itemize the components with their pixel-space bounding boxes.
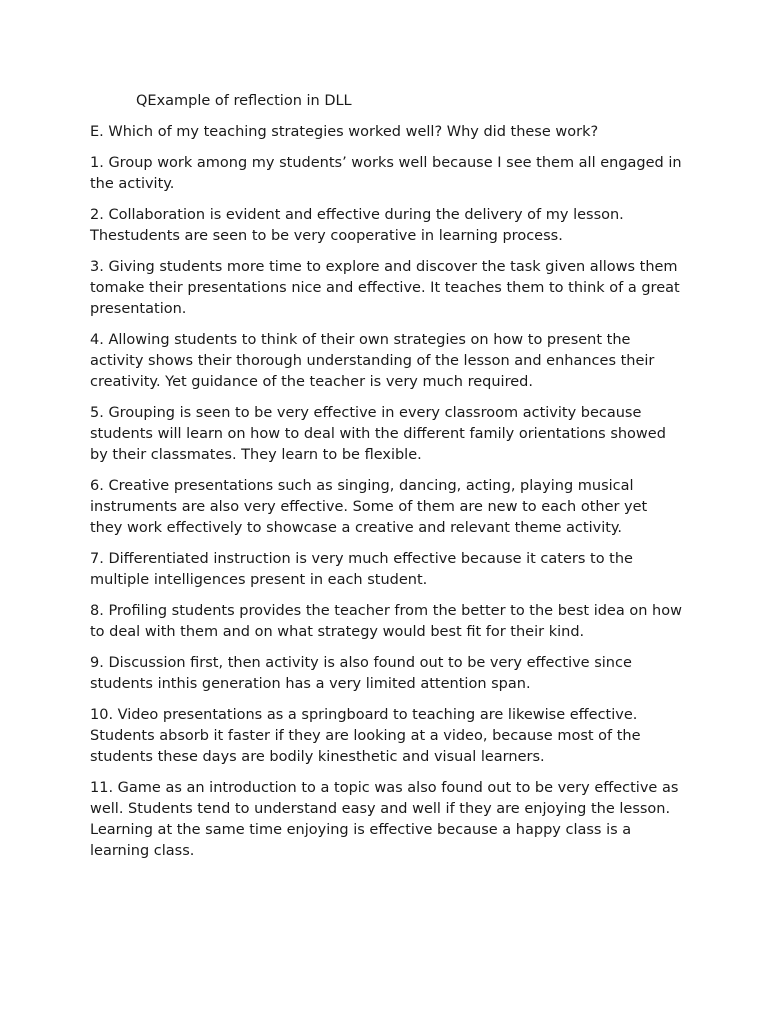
reflection-item-2: 2. Collaboration is evident and effective during the delivery of my lesson. Thestudents are seen to be very cooperative in learning process. [90, 207, 624, 244]
reflection-item-7: 7. Differentiated instruction is very much effective because it caters to the multiple intelligences present in each student. [90, 551, 633, 588]
reflection-item-11: 11. Game as an introduction to a topic was also found out to be very effective as well. Students tend to understand easy and well if they are enjoying the lesson. Learning at the same time enjoying is effective because a happy class is a learning class. [90, 780, 679, 859]
reflection-item-6: 6. Creative presentations such as singing, dancing, acting, playing musical instruments are also very effective. Some of them are new to each other yet they work effectively to showcase a creative and relevant theme activity. [90, 478, 648, 536]
document-page [90, 91, 682, 872]
reflection-item-1: 1. Group work among my students’ works well because I see them all engaged in the activity. [90, 155, 682, 192]
reflection-item-3: 3. Giving students more time to explore and discover the task given allows them tomake their presentations nice and effective. It teaches them to think of a great presentation. [90, 259, 680, 317]
document-title: QExample of reflection in DLL [136, 93, 352, 109]
reflection-item-8: 8. Profiling students provides the teacher from the better to the best idea on how to deal with them and on what strategy would best fit for their kind. [90, 603, 682, 640]
reflection-item-4: 4. Allowing students to think of their own strategies on how to present the activity shows their thorough understanding of the lesson and enhances their creativity. Yet guidance of the teacher is very much required. [90, 332, 655, 390]
reflection-question: E. Which of my teaching strategies worked well? Why did these work? [90, 124, 599, 140]
reflection-item-5: 5. Grouping is seen to be very effective in every classroom activity because students will learn on how to deal with the different family orientations showed by their classmates. They learn to be flexible. [90, 405, 666, 463]
reflection-item-9: 9. Discussion first, then activity is also found out to be very effective since students inthis generation has a very limited attention span. [90, 655, 632, 692]
reflection-item-10: 10. Video presentations as a springboard to teaching are likewise effective. Students absorb it faster if they are looking at a video, because most of the students these days are bodily kinesthetic and visual learners. [90, 707, 641, 765]
